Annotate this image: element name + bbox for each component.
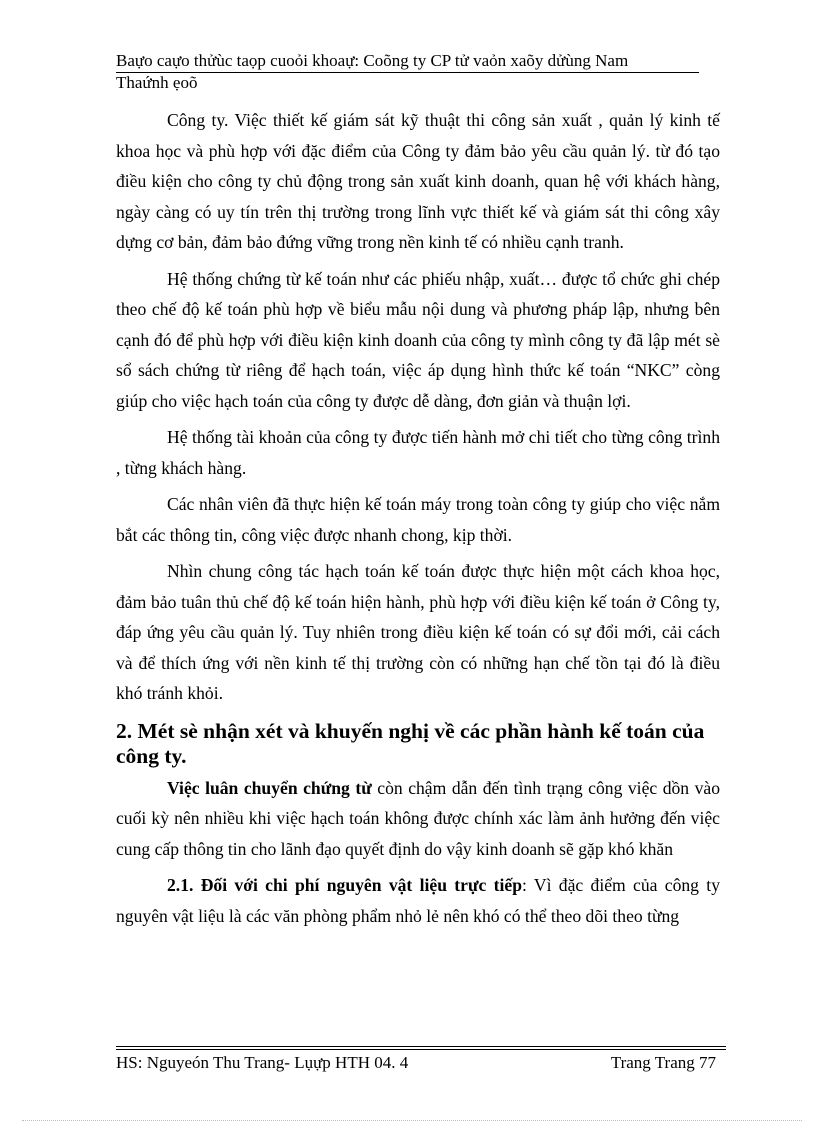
paragraph-6: [116, 773, 720, 865]
paragraph-7-text: : Vì đặc điểm của công ty nguyên vật liệu là các văn phòng phẩm nhỏ lẻ nên khó có thể theo dõi theo từng: [116, 875, 720, 926]
paragraph-6-bold: Việc luân chuyển chứng từ: [167, 777, 372, 798]
header-rule: [116, 72, 699, 73]
section-heading: 2. Mét sè nhận xét và khuyến nghị về các phần hành kế toán của công ty.: [116, 718, 705, 768]
document-body: [116, 105, 720, 937]
footer-rule-bottom: [116, 1049, 726, 1050]
header-subtitle: Thaứnh ẹoõ: [116, 73, 198, 92]
paragraph-3: Hệ thống tài khoản của công ty được tiến hành mở chi tiết cho từng công trình , từng khách hàng.: [116, 427, 720, 478]
paragraph-7: [116, 870, 720, 931]
document-page: [116, 0, 726, 1123]
header-title: Baựo caựo thửùc taọp cuoỏi khoaự: Coõng ty CP tử vaỏn xaõy dửùng Nam: [116, 51, 629, 70]
paragraph-4: Các nhân viên đã thực hiện kế toán máy trong toàn công ty giúp cho việc nắm bắt các thông tin, công việc được nhanh chong, kịp thời.: [116, 494, 720, 545]
paragraph-1: Công ty. Việc thiết kế giám sát kỹ thuật thi công sản xuất , quản lý kinh tế khoa học và phù hợp với đặc điểm của Công ty đảm bảo yêu cầu quản lý. từ đó tạo điều kiện cho công ty chủ động trong sản xuất kinh doanh, quan hệ với khách hàng, ngày càng có uy tín trên thị trường trong lĩnh vực thiết kế và giám sát thi công xây dựng cơ bản, đảm bảo đứng vững trong nền kinh tế có nhiều cạnh tranh.: [116, 110, 720, 252]
paragraph-7-bold: 2.1. Đối với chi phí nguyên vật liệu trực tiếp: [167, 875, 522, 895]
page-bottom-dotted-edge: [22, 1120, 802, 1121]
paragraph-6-text: còn chậm dẫn đến tình trạng công việc dồn vào cuối kỳ nên nhiều khi việc hạch toán không được chính xác làm ảnh hưởng đến việc cung cấp thông tin cho lãnh đạo quyết định do vậy kinh doanh sẽ gặp khó khăn: [116, 777, 721, 859]
footer-author: HS: Nguyeón Thu Trang- Lụựp HTH 04. 4: [116, 1053, 409, 1072]
footer-rule-top: [116, 1046, 726, 1047]
paragraph-2: Hệ thống chứng từ kế toán như các phiếu nhập, xuất… được tổ chức ghi chép theo chế độ kế toán phù hợp về biểu mẫu nội dung và phương pháp lập, nhưng bên cạnh đó để phù hợp với điều kiện kinh doanh của công ty mình công ty đã lập mét sè sổ sách chứng từ riêng để hạch toán, việc áp dụng hình thức kế toán “NKC” còng giúp cho việc hạch toán của công ty được dễ dàng, đơn giản và thuận lợi.: [116, 268, 720, 411]
footer-page-number: Trang Trang 77: [610, 1053, 716, 1072]
paragraph-5: Nhìn chung công tác hạch toán kế toán được thực hiện một cách khoa học, đảm bảo tuân thủ chế độ kế toán hiện hành, phù hợp với điều kiện kế toán ở Công ty, đáp ứng yêu cầu quản lý. Tuy nhiên trong điều kiện kế toán có sự đổi mới, cải cách và để thích ứng với nền kinh tế thị trường còn có những hạn chế tồn tại đó là điều khó tránh khỏi.: [116, 561, 720, 703]
